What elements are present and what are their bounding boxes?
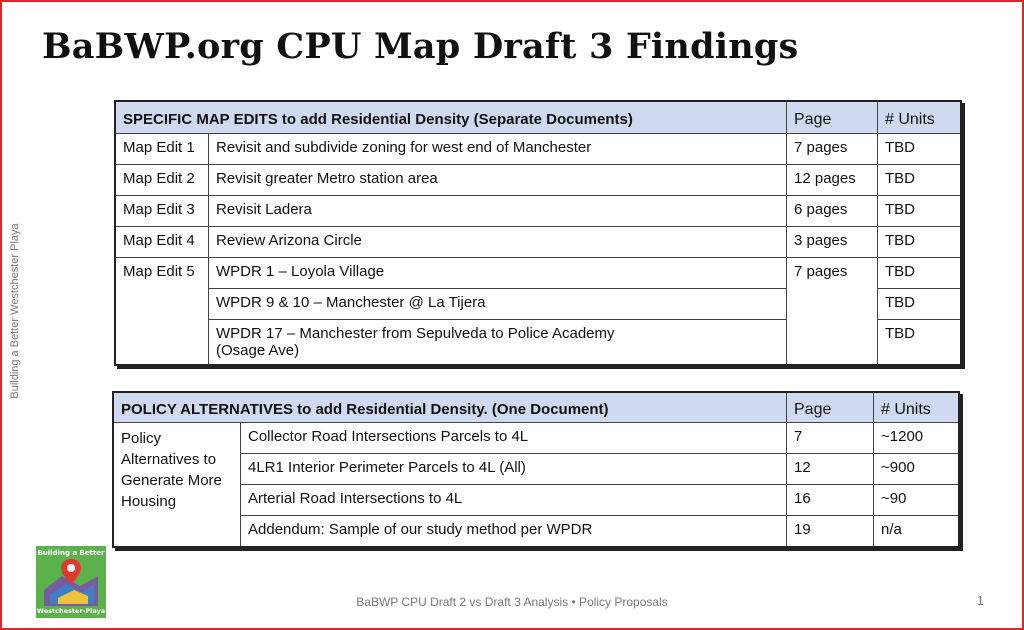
edit-page: 7 pages	[787, 257, 878, 365]
edit-label: Map Edit 2	[115, 164, 209, 195]
table-row	[115, 164, 961, 195]
map-edits-table	[114, 100, 962, 366]
edit-page: 7 pages	[787, 133, 878, 164]
map-edits-header: SPECIFIC MAP EDITS to add Residential Density (Separate Documents)	[115, 101, 787, 133]
col-page-header: Page	[787, 101, 878, 133]
edit-label: Map Edit 1	[115, 133, 209, 164]
edit-desc: Revisit and subdivide zoning for west end of Manchester	[209, 133, 787, 164]
edit-desc: Revisit greater Metro station area	[209, 164, 787, 195]
edit-desc: WPDR 1 – Loyola Village	[209, 257, 787, 288]
logo-bottom-text: Westchester-Playa	[36, 607, 106, 615]
policy-units: ~1200	[874, 422, 960, 453]
logo-top-text: Building a Better	[37, 549, 105, 557]
edit-desc: Revisit Ladera	[209, 195, 787, 226]
col-units-header: # Units	[874, 392, 960, 422]
table-row	[113, 422, 959, 453]
policy-units: ~900	[874, 453, 960, 484]
table-row	[113, 453, 959, 484]
edit-units: TBD	[878, 226, 962, 257]
edit-page: 6 pages	[787, 195, 878, 226]
policy-desc: Arterial Road Intersections to 4L	[241, 484, 787, 515]
edit-page: 12 pages	[787, 164, 878, 195]
edit-units: TBD	[878, 288, 962, 319]
edit-units: TBD	[878, 319, 962, 365]
policy-units: ~90	[874, 484, 960, 515]
edit-desc-line2: (Osage Ave)	[216, 341, 300, 359]
footer-text: BaBWP CPU Draft 2 vs Draft 3 Analysis • Policy Proposals	[356, 595, 668, 609]
table-row	[113, 484, 959, 515]
edit-desc: WPDR 9 & 10 – Manchester @ La Tijera	[209, 288, 787, 319]
edit-label: Map Edit 3	[115, 195, 209, 226]
policy-group-label: Policy Alternatives to Generate More Housing	[113, 422, 241, 547]
policy-alternatives-table	[112, 391, 960, 548]
policy-page: 16	[787, 484, 874, 515]
table-row	[115, 257, 961, 288]
policy-page: 12	[787, 453, 874, 484]
policy-page: 19	[787, 515, 874, 547]
side-text: Building a Better Westchester Playa	[9, 223, 21, 399]
edit-desc	[209, 319, 787, 365]
edit-label: Map Edit 5	[115, 257, 209, 365]
policy-page: 7	[787, 422, 874, 453]
edit-units: TBD	[878, 133, 962, 164]
table-row	[115, 226, 961, 257]
slide-title: BaBWP.org CPU Map Draft 3 Findings	[42, 26, 799, 67]
edit-label: Map Edit 4	[115, 226, 209, 257]
table-row	[115, 133, 961, 164]
edit-desc-line1: WPDR 17 – Manchester from Sepulveda to Police Academy	[216, 324, 615, 342]
page-number: 1	[976, 593, 984, 608]
edit-units: TBD	[878, 164, 962, 195]
col-page-header: Page	[787, 392, 874, 422]
edit-units: TBD	[878, 257, 962, 288]
policy-desc: Collector Road Intersections Parcels to 4L	[241, 422, 787, 453]
edit-units: TBD	[878, 195, 962, 226]
policy-desc: Addendum: Sample of our study method per WPDR	[241, 515, 787, 547]
policy-header: POLICY ALTERNATIVES to add Residential Density. (One Document)	[113, 392, 787, 422]
table-row	[113, 515, 959, 547]
col-units-header: # Units	[878, 101, 962, 133]
edit-desc: Review Arizona Circle	[209, 226, 787, 257]
table-row	[115, 195, 961, 226]
policy-desc: 4LR1 Interior Perimeter Parcels to 4L (All)	[241, 453, 787, 484]
edit-page: 3 pages	[787, 226, 878, 257]
policy-units: n/a	[874, 515, 960, 547]
